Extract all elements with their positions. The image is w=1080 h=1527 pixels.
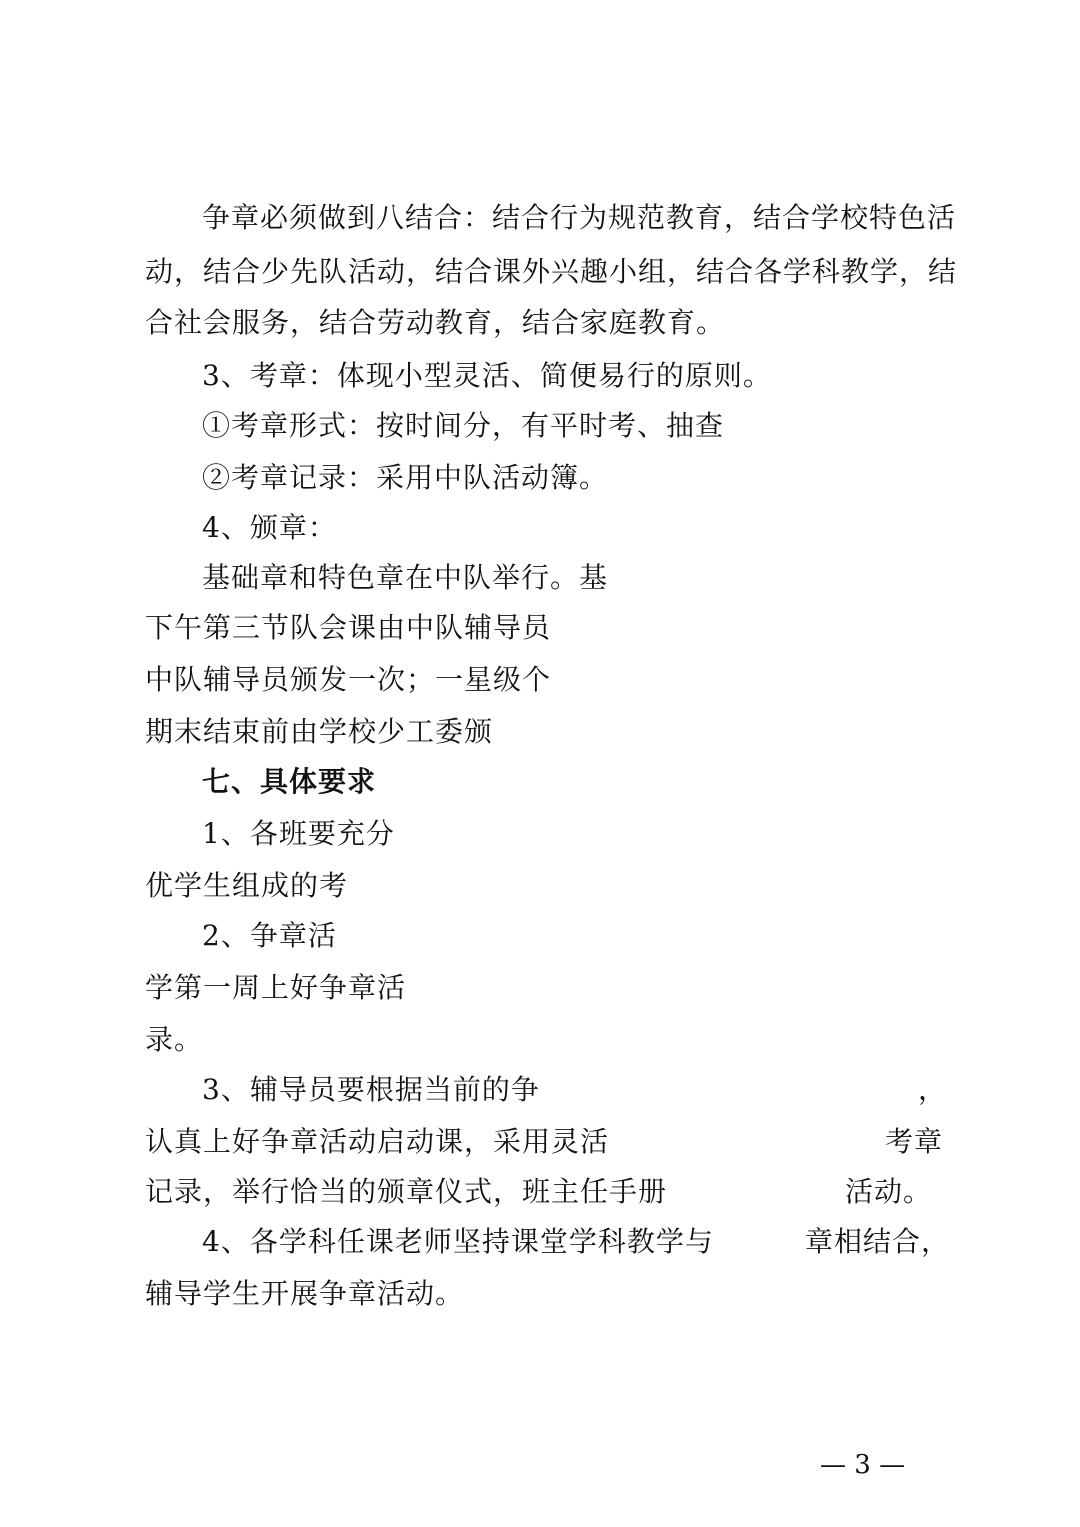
text-line: 中队辅导员颁发一次；一星级个: [145, 663, 552, 696]
text-line: ①考章形式：按时间分，有平时考、抽查: [202, 409, 725, 442]
text-fragment: 考章: [885, 1125, 944, 1158]
text-line: 记录，举行恰当的颁章仪式，班主任手册: [145, 1175, 668, 1208]
text-line: 优学生组成的考: [145, 869, 349, 902]
text-line: 辅导学生开展争章活动。: [145, 1277, 465, 1310]
text-line: 4、各学科任课老师坚持课堂学科教学与: [202, 1225, 714, 1258]
text-line: 录。: [145, 1023, 204, 1056]
text-line: 合社会服务，结合劳动教育，结合家庭教育。: [145, 306, 726, 339]
text-fragment: 章相结合，: [805, 1225, 951, 1258]
text-fragment: 活动。: [845, 1175, 933, 1208]
text-fragment: ，: [918, 1073, 948, 1106]
text-line: 学第一周上好争章活: [145, 971, 407, 1004]
text-line: 期末结束前由学校少工委颁: [145, 715, 494, 748]
text-line: 基础章和特色章在中队举行。基: [202, 561, 609, 594]
text-line: ②考章记录：采用中队活动簿。: [202, 461, 609, 494]
text-line: 3、考章：体现小型灵活、简便易行的原则。: [202, 359, 772, 392]
text-line: 4、颁章：: [202, 511, 337, 544]
page-number: — 3 —: [820, 1450, 906, 1480]
text-line: 下午第三节队会课由中队辅导员: [145, 611, 552, 644]
text-line: 认真上好争章活动启动课，采用灵活: [145, 1125, 610, 1158]
section-heading: 七、具体要求: [202, 765, 377, 798]
text-line: 1、各班要充分: [202, 817, 395, 850]
text-line: 3、辅导员要根据当前的争: [202, 1073, 540, 1106]
text-line: 动，结合少先队活动，结合课外兴趣小组，结合各学科教学，结: [145, 255, 958, 288]
text-line: 争章必须做到八结合：结合行为规范教育，结合学校特色活: [202, 201, 957, 234]
text-line: 2、争章活: [202, 919, 337, 952]
